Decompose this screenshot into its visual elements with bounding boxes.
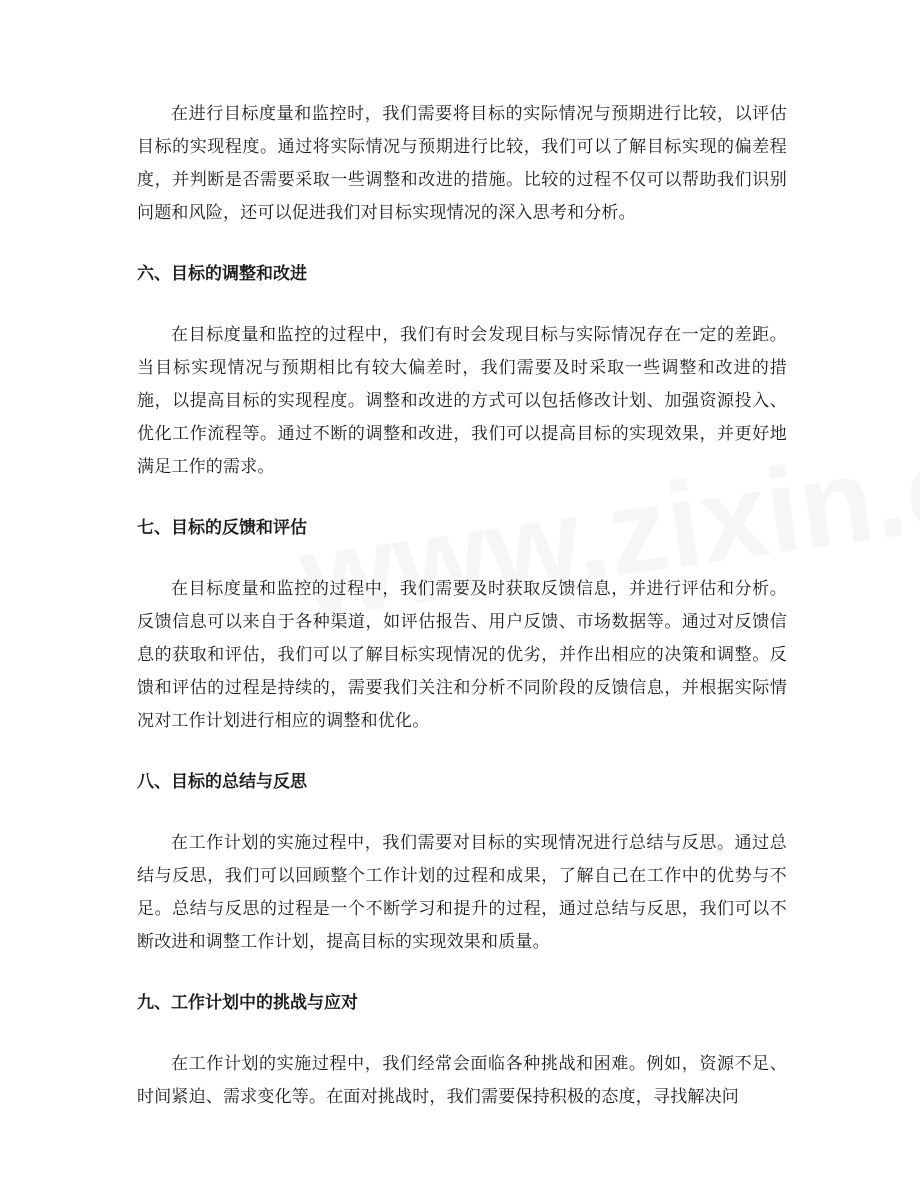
paragraph-section-6: 在目标度量和监控的过程中，我们有时会发现目标与实际情况存在一定的差距。当目标实现情况与预期相比有较大偏差时，我们需要及时采取一些调整和改进的措施，以提高目标的实现程度。调整和改进的方式可以包括修改计划、加强资源投入、优化工作流程等。通过不断的调整和改进，我们可以提高目标的实现效果，并更好地满足工作的需求。 — [137, 325, 787, 477]
section-heading-6: 六、目标的调整和改进 — [137, 264, 307, 284]
section-heading-8: 八、目标的总结与反思 — [137, 772, 307, 792]
section-heading-7: 七、目标的反馈和评估 — [137, 518, 307, 538]
paragraph-section-7: 在目标度量和监控的过程中，我们需要及时获取反馈信息，并进行评估和分析。反馈信息可以来自于各种渠道，如评估报告、用户反馈、市场数据等。通过对反馈信息的获取和评估，我们可以了解目标实现情况的优劣，并作出相应的决策和调整。反馈和评估的过程是持续的，需要我们关注和分析不同阶段的反馈信息，并根据实际情况对工作计划进行相应的调整和优化。 — [137, 579, 787, 731]
paragraph-intro: 在进行目标度量和监控时，我们需要将目标的实际情况与预期进行比较，以评估目标的实现程度。通过将实际情况与预期进行比较，我们可以了解目标实现的偏差程度，并判断是否需要采取一些调整和改进的措施。比较的过程不仅可以帮助我们识别问题和风险，还可以促进我们对目标实现情况的深入思考和分析。 — [137, 104, 787, 223]
document-body — [137, 98, 787, 1114]
section-heading-9: 九、工作计划中的挑战与应对 — [137, 993, 358, 1013]
paragraph-section-8: 在工作计划的实施过程中，我们需要对目标的实现情况进行总结与反思。通过总结与反思，我们可以回顾整个工作计划的过程和成果，了解自己在工作中的优势与不足。总结与反思的过程是一个不断学习和提升的过程，通过总结与反思，我们可以不断改进和调整工作计划，提高目标的实现效果和质量。 — [137, 833, 787, 952]
paragraph-section-9: 在工作计划的实施过程中，我们经常会面临各种挑战和困难。例如，资源不足、时间紧迫、需求变化等。在面对挑战时，我们需要保持积极的态度，寻找解决问 — [137, 1054, 787, 1107]
